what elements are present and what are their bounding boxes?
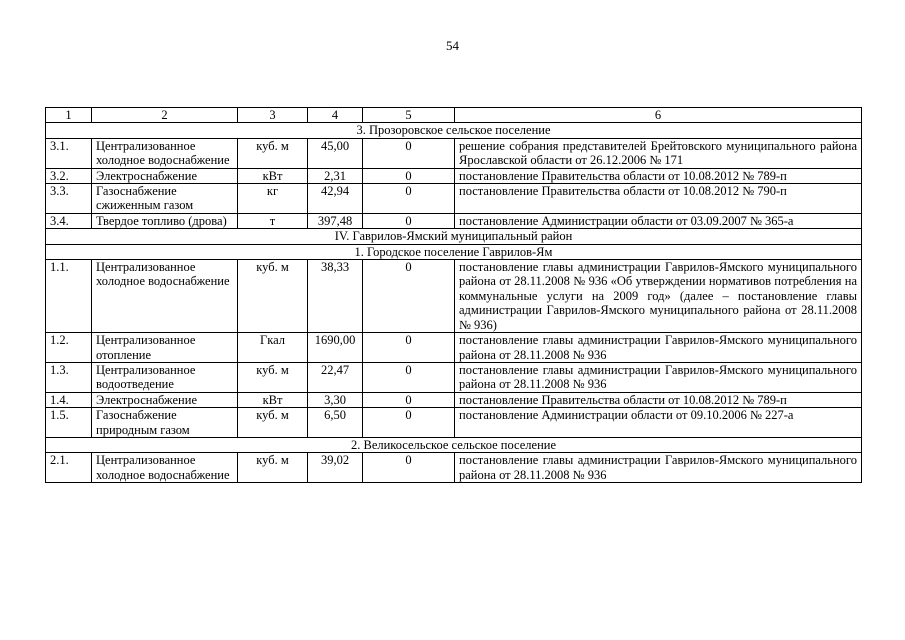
table-body [46,108,862,483]
service-name: Газоснабжение природным газом [92,408,238,438]
row-number: 1.3. [46,362,92,392]
unit: кг [238,184,308,214]
row-number: 2.1. [46,453,92,483]
norm-value: 2,31 [308,168,363,183]
row-number: 1.2. [46,333,92,363]
row-number: 1.1. [46,260,92,333]
table-row [46,138,862,168]
norm-value: 42,94 [308,184,363,214]
table-row [46,408,862,438]
norm-value: 38,33 [308,260,363,333]
norm-value: 1690,00 [308,333,363,363]
legal-basis: решение собрания представителей Брейтовского муниципального района Ярославской области от 26.12.2006 № 171 [455,138,862,168]
legal-basis: постановление главы администрации Гаврилов-Ямского муниципального района от 28.11.2008 № 936 [455,362,862,392]
header-cell: 5 [363,108,455,123]
legal-basis: постановление Администрации области от 03.09.2007 № 365-а [455,213,862,228]
service-name: Газоснабжение сжиженным газом [92,184,238,214]
unit: т [238,213,308,228]
row-number: 1.5. [46,408,92,438]
section-row [46,244,862,259]
service-name: Централизованное холодное водоснабжение [92,260,238,333]
header-cell: 2 [92,108,238,123]
header-cell: 1 [46,108,92,123]
column-5-value: 0 [363,138,455,168]
norm-value: 39,02 [308,453,363,483]
service-name: Централизованное холодное водоснабжение [92,453,238,483]
table-row [46,168,862,183]
service-name: Электроснабжение [92,392,238,407]
section-row [46,229,862,244]
column-5-value: 0 [363,408,455,438]
unit: куб. м [238,138,308,168]
section-title: 1. Городское поселение Гаврилов-Ям [46,244,862,259]
row-number: 3.2. [46,168,92,183]
table-row [46,453,862,483]
legal-basis: постановление главы администрации Гаврилов-Ямского муниципального района от 28.11.2008 № 936 [455,453,862,483]
table-row [46,333,862,363]
legal-basis: постановление главы администрации Гаврилов-Ямского муниципального района от 28.11.2008 № 936 «Об утверждении нормативов потребления на коммунальные услуги на 2009 год» (далее – постановление главы администрации Гаврилов-Ямского муниципального района от 28.11.2008 № 936) [455,260,862,333]
header-cell: 3 [238,108,308,123]
row-number: 3.1. [46,138,92,168]
unit: Гкал [238,333,308,363]
column-5-value: 0 [363,213,455,228]
norm-value: 45,00 [308,138,363,168]
table-row [46,362,862,392]
legal-basis: постановление главы администрации Гаврилов-Ямского муниципального района от 28.11.2008 № 936 [455,333,862,363]
unit: куб. м [238,453,308,483]
legal-basis: постановление Правительства области от 10.08.2012 № 789-п [455,168,862,183]
section-row [46,437,862,452]
row-number: 3.3. [46,184,92,214]
unit: куб. м [238,260,308,333]
header-cell: 6 [455,108,862,123]
table-row [46,392,862,407]
table-row [46,213,862,228]
service-name: Централизованное отопление [92,333,238,363]
service-name: Централизованное водоотведение [92,362,238,392]
section-title: IV. Гаврилов-Ямский муниципальный район [46,229,862,244]
column-5-value: 0 [363,362,455,392]
unit: кВт [238,168,308,183]
column-5-value: 0 [363,260,455,333]
column-5-value: 0 [363,333,455,363]
section-title: 3. Прозоровское сельское поселение [46,123,862,138]
section-title: 2. Великосельское сельское поселение [46,437,862,452]
legal-basis: постановление Правительства области от 10.08.2012 № 790-п [455,184,862,214]
row-number: 3.4. [46,213,92,228]
norm-value: 397,48 [308,213,363,228]
page-number: 54 [446,38,459,53]
service-name: Твердое топливо (дрова) [92,213,238,228]
unit: куб. м [238,362,308,392]
row-number: 1.4. [46,392,92,407]
service-name: Централизованное холодное водоснабжение [92,138,238,168]
header-cell: 4 [308,108,363,123]
column-5-value: 0 [363,184,455,214]
section-row [46,123,862,138]
column-5-value: 0 [363,168,455,183]
column-5-value: 0 [363,392,455,407]
norm-value: 3,30 [308,392,363,407]
service-name: Электроснабжение [92,168,238,183]
norm-value: 6,50 [308,408,363,438]
header-row [46,108,862,123]
unit: куб. м [238,408,308,438]
column-5-value: 0 [363,453,455,483]
norm-value: 22,47 [308,362,363,392]
table-row [46,184,862,214]
norms-table [45,107,862,483]
legal-basis: постановление Администрации области от 09.10.2006 № 227-а [455,408,862,438]
table-row [46,260,862,333]
unit: кВт [238,392,308,407]
legal-basis: постановление Правительства области от 10.08.2012 № 789-п [455,392,862,407]
